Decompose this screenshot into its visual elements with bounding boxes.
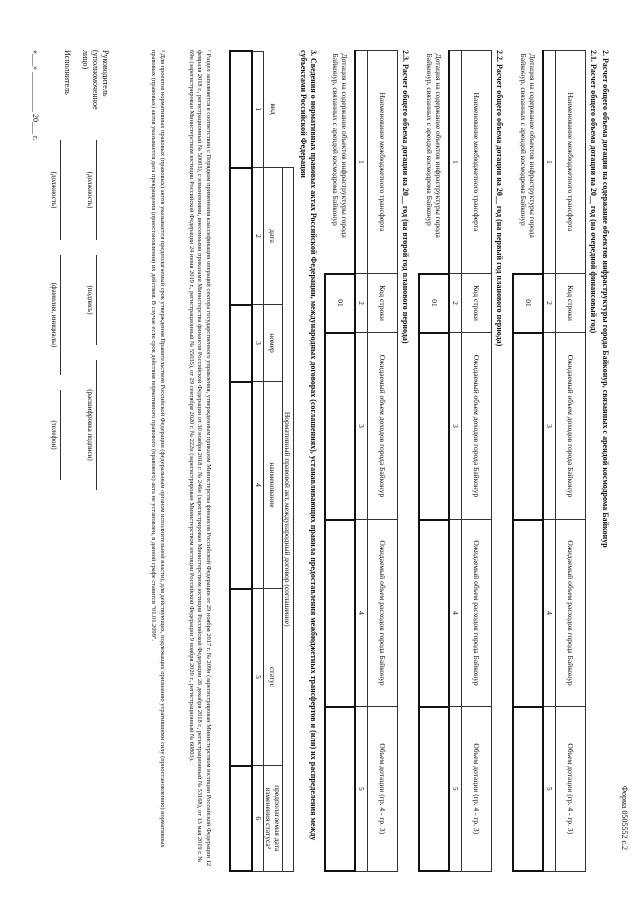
col-header-expense: Ожидаемый объем расходов города Байконур: [368, 520, 398, 707]
exec-fio-caption: (фамилия, инициалы): [50, 282, 58, 348]
col-header-income: Ожидаемый объем доходов города Байконур: [368, 333, 398, 520]
exec-position-caption: (должность): [50, 171, 58, 209]
head-position-caption: (должность): [86, 171, 94, 209]
col-header-expense: Ожидаемый объем расходов города Байконур: [462, 520, 492, 707]
col-num: 2: [544, 274, 556, 333]
expense-cell[interactable]: [420, 520, 450, 707]
section-3-title: 3. Сведения о нормативных правовых актах Российской Федерации, международных договорах (соглашениях), устанавливающих правила предоставления межбюджетных трансфертов и (или) их распределения между субъектами Российской Федерации: [299, 50, 318, 841]
table-3: [230, 50, 295, 872]
col-num: 4: [253, 382, 264, 589]
row-label: Дотация на содержание объектов инфраструктуры города Байконур, связанных с арендой космодрома Байконур: [331, 53, 349, 238]
status-date-cell[interactable]: [231, 766, 253, 872]
col-num: 1: [450, 51, 462, 274]
exec-phone-line[interactable]: [60, 390, 72, 480]
col-num: 4: [356, 520, 368, 707]
form-reference: Форма 0505552 с.2: [620, 785, 629, 850]
col-num: 4: [450, 520, 462, 707]
col-num: 2: [253, 168, 264, 305]
subsidy-cell[interactable]: [514, 707, 544, 872]
col-header-income: Ожидаемый объем доходов города Байконур: [462, 333, 492, 520]
col-num: 5: [450, 707, 462, 872]
exec-fio-line[interactable]: [60, 255, 72, 375]
section-2-2-title: 2.2. Расчет общего объема дотации на 20__ год (на первый год планового периода): [495, 50, 504, 347]
head-label: Руководитель (уполномоченное лицо): [81, 50, 110, 110]
status-cell[interactable]: [231, 589, 253, 766]
row-code: 01: [514, 274, 544, 333]
kind-cell[interactable]: [231, 51, 253, 168]
income-cell[interactable]: [514, 333, 544, 520]
row-label: Дотация на содержание объектов инфраструктуры города Байконур, связанных с арендой космодрома Байконур: [519, 53, 537, 238]
col-header-name: Наименование межбюджетного трансферта: [368, 51, 398, 274]
col-header-subsidy: Объем дотации (гр. 4 - гр. 3): [556, 707, 586, 872]
col-num: 2: [356, 274, 368, 333]
head-signature-caption: (подпись): [86, 285, 94, 315]
group-header: Нормативный правовой акт, международный договор (соглашение): [283, 168, 294, 872]
footnote-1: ¹ Раздел заполняется в соответствии с Порядком применения классификации операций сектора государственного управления, утвержденным приказом Министерства финансов Российской Федерации от 29 ноября 2017 г. № 209н (зарегистрирован Министерством юстиции Российской Федерации 12 февраля 2018 г., регистрационный № 50003), с изменениями, внесенными приказами Министерства финансов Российской Федерации от 30 ноября 2018 г. № 246н (зарегистрирован Министерством юстиции Российской Федерации 26 декабря 2018 г., регистрационный № 53168), от 13 мая 2019 г. № 69н (зарегистрирован Министерством юстиции Российской Федерации 24 июня 2019 г., регистрационный № 55035), от 29 сентября 2020 г. № 222н (зарегистрирован Министерством юстиции Российской Федерации 9 ноября 2020 г., регистрационный № 60803).: [187, 50, 212, 867]
income-cell[interactable]: [420, 333, 450, 520]
col-header-title: наименование: [264, 382, 283, 589]
col-num: 1: [544, 51, 556, 274]
subsidy-cell[interactable]: [326, 707, 356, 872]
col-header-status: статус: [264, 589, 283, 766]
col-header-code: Код строки: [462, 274, 492, 333]
head-decoding-line[interactable]: [96, 360, 108, 490]
table-2-2: [419, 50, 493, 872]
col-num: 5: [544, 707, 556, 872]
col-num: 3: [356, 333, 368, 520]
footnote-2: ² Для проектов нормативных правовых (правовых) актов указывается предполагаемый срок утверждения Правительством Российской Федерации (федеральным органом исполнительной власти), для действующих, подлежащих признанию утратившими силу (приостановлению) нормативных правовых (правовых) актов указывается дата прекращения (приостановления) их действия. В случае если срок действия нормативного правового (правового) акта не установлен, в данной графе ставится "01.01.2099".: [150, 50, 166, 848]
head-position-line[interactable]: [96, 140, 108, 240]
expense-cell[interactable]: [514, 520, 544, 707]
number-cell[interactable]: [231, 305, 253, 382]
col-header-subsidy: Объем дотации (гр. 4 - гр. 3): [462, 707, 492, 872]
section-2-1-title: 2.1. Расчет общего объема дотации на 20__ год (на очередной финансовый год): [589, 50, 598, 334]
col-num: 3: [253, 305, 264, 382]
col-num: 1: [356, 51, 368, 274]
col-header-expense: Ожидаемый объем расходов города Байконур: [556, 520, 586, 707]
head-signature-line[interactable]: [96, 255, 108, 345]
section-2-3-title: 2.3. Расчет общего объема дотации на 20__ год (на второй год планового периода): [401, 50, 410, 344]
exec-phone-caption: (телефон): [50, 420, 58, 450]
exec-position-line[interactable]: [60, 140, 72, 240]
executor-label: Исполнитель: [63, 50, 72, 95]
subsidy-cell[interactable]: [420, 707, 450, 872]
income-cell[interactable]: [326, 333, 356, 520]
col-header-subsidy: Объем дотации (гр. 4 - гр. 3): [368, 707, 398, 872]
row-code: 01: [420, 274, 450, 333]
col-header-name: Наименование межбюджетного трансферта: [556, 51, 586, 274]
col-num: 5: [253, 589, 264, 766]
head-decoding-caption: (расшифровка подписи): [86, 389, 94, 461]
col-num: 5: [356, 707, 368, 872]
table-2-1: [513, 50, 587, 872]
col-header-number: номер: [264, 305, 283, 382]
col-num: 4: [544, 520, 556, 707]
date-line: «___» __________ 20___ г.: [31, 50, 40, 141]
col-header-code: Код строки: [368, 274, 398, 333]
title-cell[interactable]: [231, 382, 253, 589]
col-num: 3: [450, 333, 462, 520]
section-2-title: 2. Расчет общего объема дотации на содержание объектов инфраструктуры города Байконур, связанных с арендой космодрома Байконур: [601, 50, 610, 548]
row-label: Дотация на содержание объектов инфраструктуры города Байконур, связанных с арендой космодрома Байконур: [425, 53, 443, 238]
col-header-date: дата: [264, 168, 283, 305]
col-num: 1: [253, 51, 264, 168]
col-header-name: Наименование межбюджетного трансферта: [462, 51, 492, 274]
col-num: 2: [450, 274, 462, 333]
date-cell[interactable]: [231, 168, 253, 305]
col-num: 6: [253, 766, 264, 872]
table-2-3: [325, 50, 399, 872]
row-code: 01: [326, 274, 356, 333]
col-header-status-date: предполагаемая дата изменения статуса²: [264, 766, 283, 872]
col-header-income: Ожидаемый объем доходов города Байконур: [556, 333, 586, 520]
col-header-code: Код строки: [556, 274, 586, 333]
col-header-kind: вид: [264, 51, 294, 168]
expense-cell[interactable]: [326, 520, 356, 707]
col-num: 3: [544, 333, 556, 520]
